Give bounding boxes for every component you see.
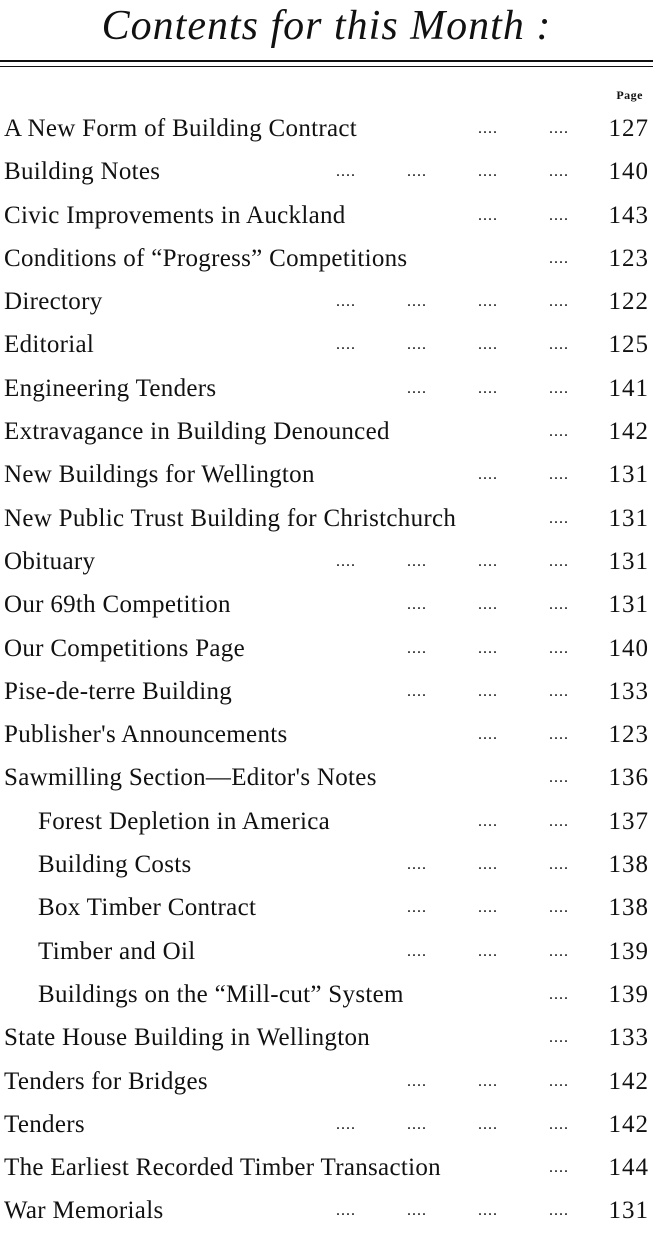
dot-leader: .... .... .... .... [336,293,569,311]
entry-page-number: 144 [608,1154,649,1182]
entry-page-number: 131 [608,461,649,489]
toc-entry [0,280,653,323]
toc-entry [0,323,653,366]
toc-entry [0,194,653,237]
toc-subentry [0,886,653,929]
header-rule-thick [0,60,653,62]
dot-leader: .... [549,1159,569,1177]
dot-leader: .... .... .... .... [336,552,569,570]
entry-title: State House Building in Wellington [4,1024,371,1052]
entry-title: Our 69th Competition [4,591,231,619]
entry-title: War Memorials [4,1197,164,1225]
dot-leader: .... [549,423,569,441]
toc-entry [0,1060,653,1103]
entry-page-number: 131 [608,1197,649,1225]
dot-leader: .... [549,985,569,1003]
page-column-label: Page [616,88,643,102]
entry-title: Timber and Oil [38,937,196,965]
entry-title: Obituary [4,547,96,575]
entry-title: A New Form of Building Contract [4,115,358,142]
dot-leader: .... .... .... [407,856,569,874]
dot-leader: .... .... [478,120,569,137]
entry-page-number: 133 [608,677,649,705]
toc-entry [0,670,653,713]
dot-leader: .... .... .... .... [336,1115,569,1133]
entry-title: New Public Trust Building for Christchurch [4,504,457,532]
toc-entry [0,453,653,496]
toc-entry [0,583,653,626]
entry-title: Forest Depletion in America [38,807,331,835]
entry-title: Sawmilling Section—Editor's Notes [4,764,377,792]
dot-leader: .... .... .... [407,1072,569,1090]
entry-title: Building Costs [38,851,192,879]
entry-title: Editorial [4,331,95,359]
entry-title: Tenders [4,1110,85,1138]
entry-page-number: 140 [608,634,649,662]
dot-leader: .... [549,769,569,787]
entry-title: Building Notes [4,158,161,186]
dot-leader: .... [549,509,569,527]
toc-entry [0,713,653,756]
entry-title: Extravagance in Building Denounced [4,418,390,446]
entry-page-number: 131 [608,504,649,532]
toc-entry [0,1016,653,1059]
entry-page-number: 143 [608,201,649,229]
page-title: Contents for this Month : [101,3,552,49]
dot-leader: .... [549,249,569,267]
dot-leader: .... .... .... .... [336,336,569,354]
dot-leader: .... .... .... [407,596,569,614]
toc-entry [0,497,653,540]
toc-subentry [0,800,653,843]
entry-page-number: 139 [608,980,649,1008]
entry-page-number: 127 [608,115,649,142]
toc-entry [0,410,653,453]
toc-entry [0,150,653,193]
entry-page-number: 122 [608,288,649,316]
dot-leader: .... .... .... .... [336,1202,569,1220]
toc-subentry [0,973,653,1016]
entry-page-number: 131 [608,547,649,575]
entry-title: Publisher's Announcements [4,721,288,749]
entry-page-number: 136 [608,764,649,792]
entry-title: Buildings on the “Mill-cut” System [38,980,404,1008]
entry-page-number: 133 [608,1024,649,1052]
entry-title: Conditions of “Progress” Competitions [4,244,408,272]
entry-title: The Earliest Recorded Timber Transaction [4,1154,441,1182]
entry-page-number: 137 [608,807,649,835]
toc-entry [0,756,653,799]
entry-page-number: 141 [608,374,649,402]
entry-title: Box Timber Contract [38,894,257,922]
entry-page-number: 142 [608,1067,649,1095]
dot-leader: .... .... [478,206,569,224]
dot-leader: .... .... .... .... [336,163,569,181]
toc-entry [0,627,653,670]
entry-page-number: 138 [608,894,649,922]
entry-page-number: 138 [608,851,649,879]
dot-leader: .... .... .... [407,639,569,657]
toc-entry [0,1146,653,1189]
toc-entry [0,107,653,150]
entry-page-number: 123 [608,721,649,749]
toc-subentry [0,843,653,886]
dot-leader: .... .... [478,466,569,484]
entry-page-number: 142 [608,1110,649,1138]
entry-page-number: 123 [608,244,649,272]
entry-title: Tenders for Bridges [4,1067,208,1095]
header-rule-thin [0,66,653,67]
entry-title: New Buildings for Wellington [4,461,315,489]
dot-leader: .... .... .... [407,379,569,397]
dot-leader: .... .... .... [407,942,569,960]
entry-page-number: 139 [608,937,649,965]
entry-page-number: 125 [608,331,649,359]
dot-leader: .... [549,1029,569,1047]
entry-page-number: 142 [608,418,649,446]
entry-page-number: 140 [608,158,649,186]
dot-leader: .... .... [478,812,569,830]
dot-leader: .... .... [478,726,569,744]
toc-entry [0,540,653,583]
toc-entry [0,237,653,280]
entry-title: Pise-de-terre Building [4,677,233,705]
toc-subentry [0,930,653,973]
entry-title: Our Competitions Page [4,634,246,662]
entry-title: Directory [4,288,103,316]
contents-list [0,107,653,1233]
toc-entry [0,367,653,410]
toc-entry [0,1103,653,1146]
entry-title: Engineering Tenders [4,374,217,402]
dot-leader: .... .... .... [407,899,569,917]
entry-page-number: 131 [608,591,649,619]
entry-title: Civic Improvements in Auckland [4,201,346,229]
dot-leader: .... .... .... [407,682,569,700]
toc-entry [0,1189,653,1232]
